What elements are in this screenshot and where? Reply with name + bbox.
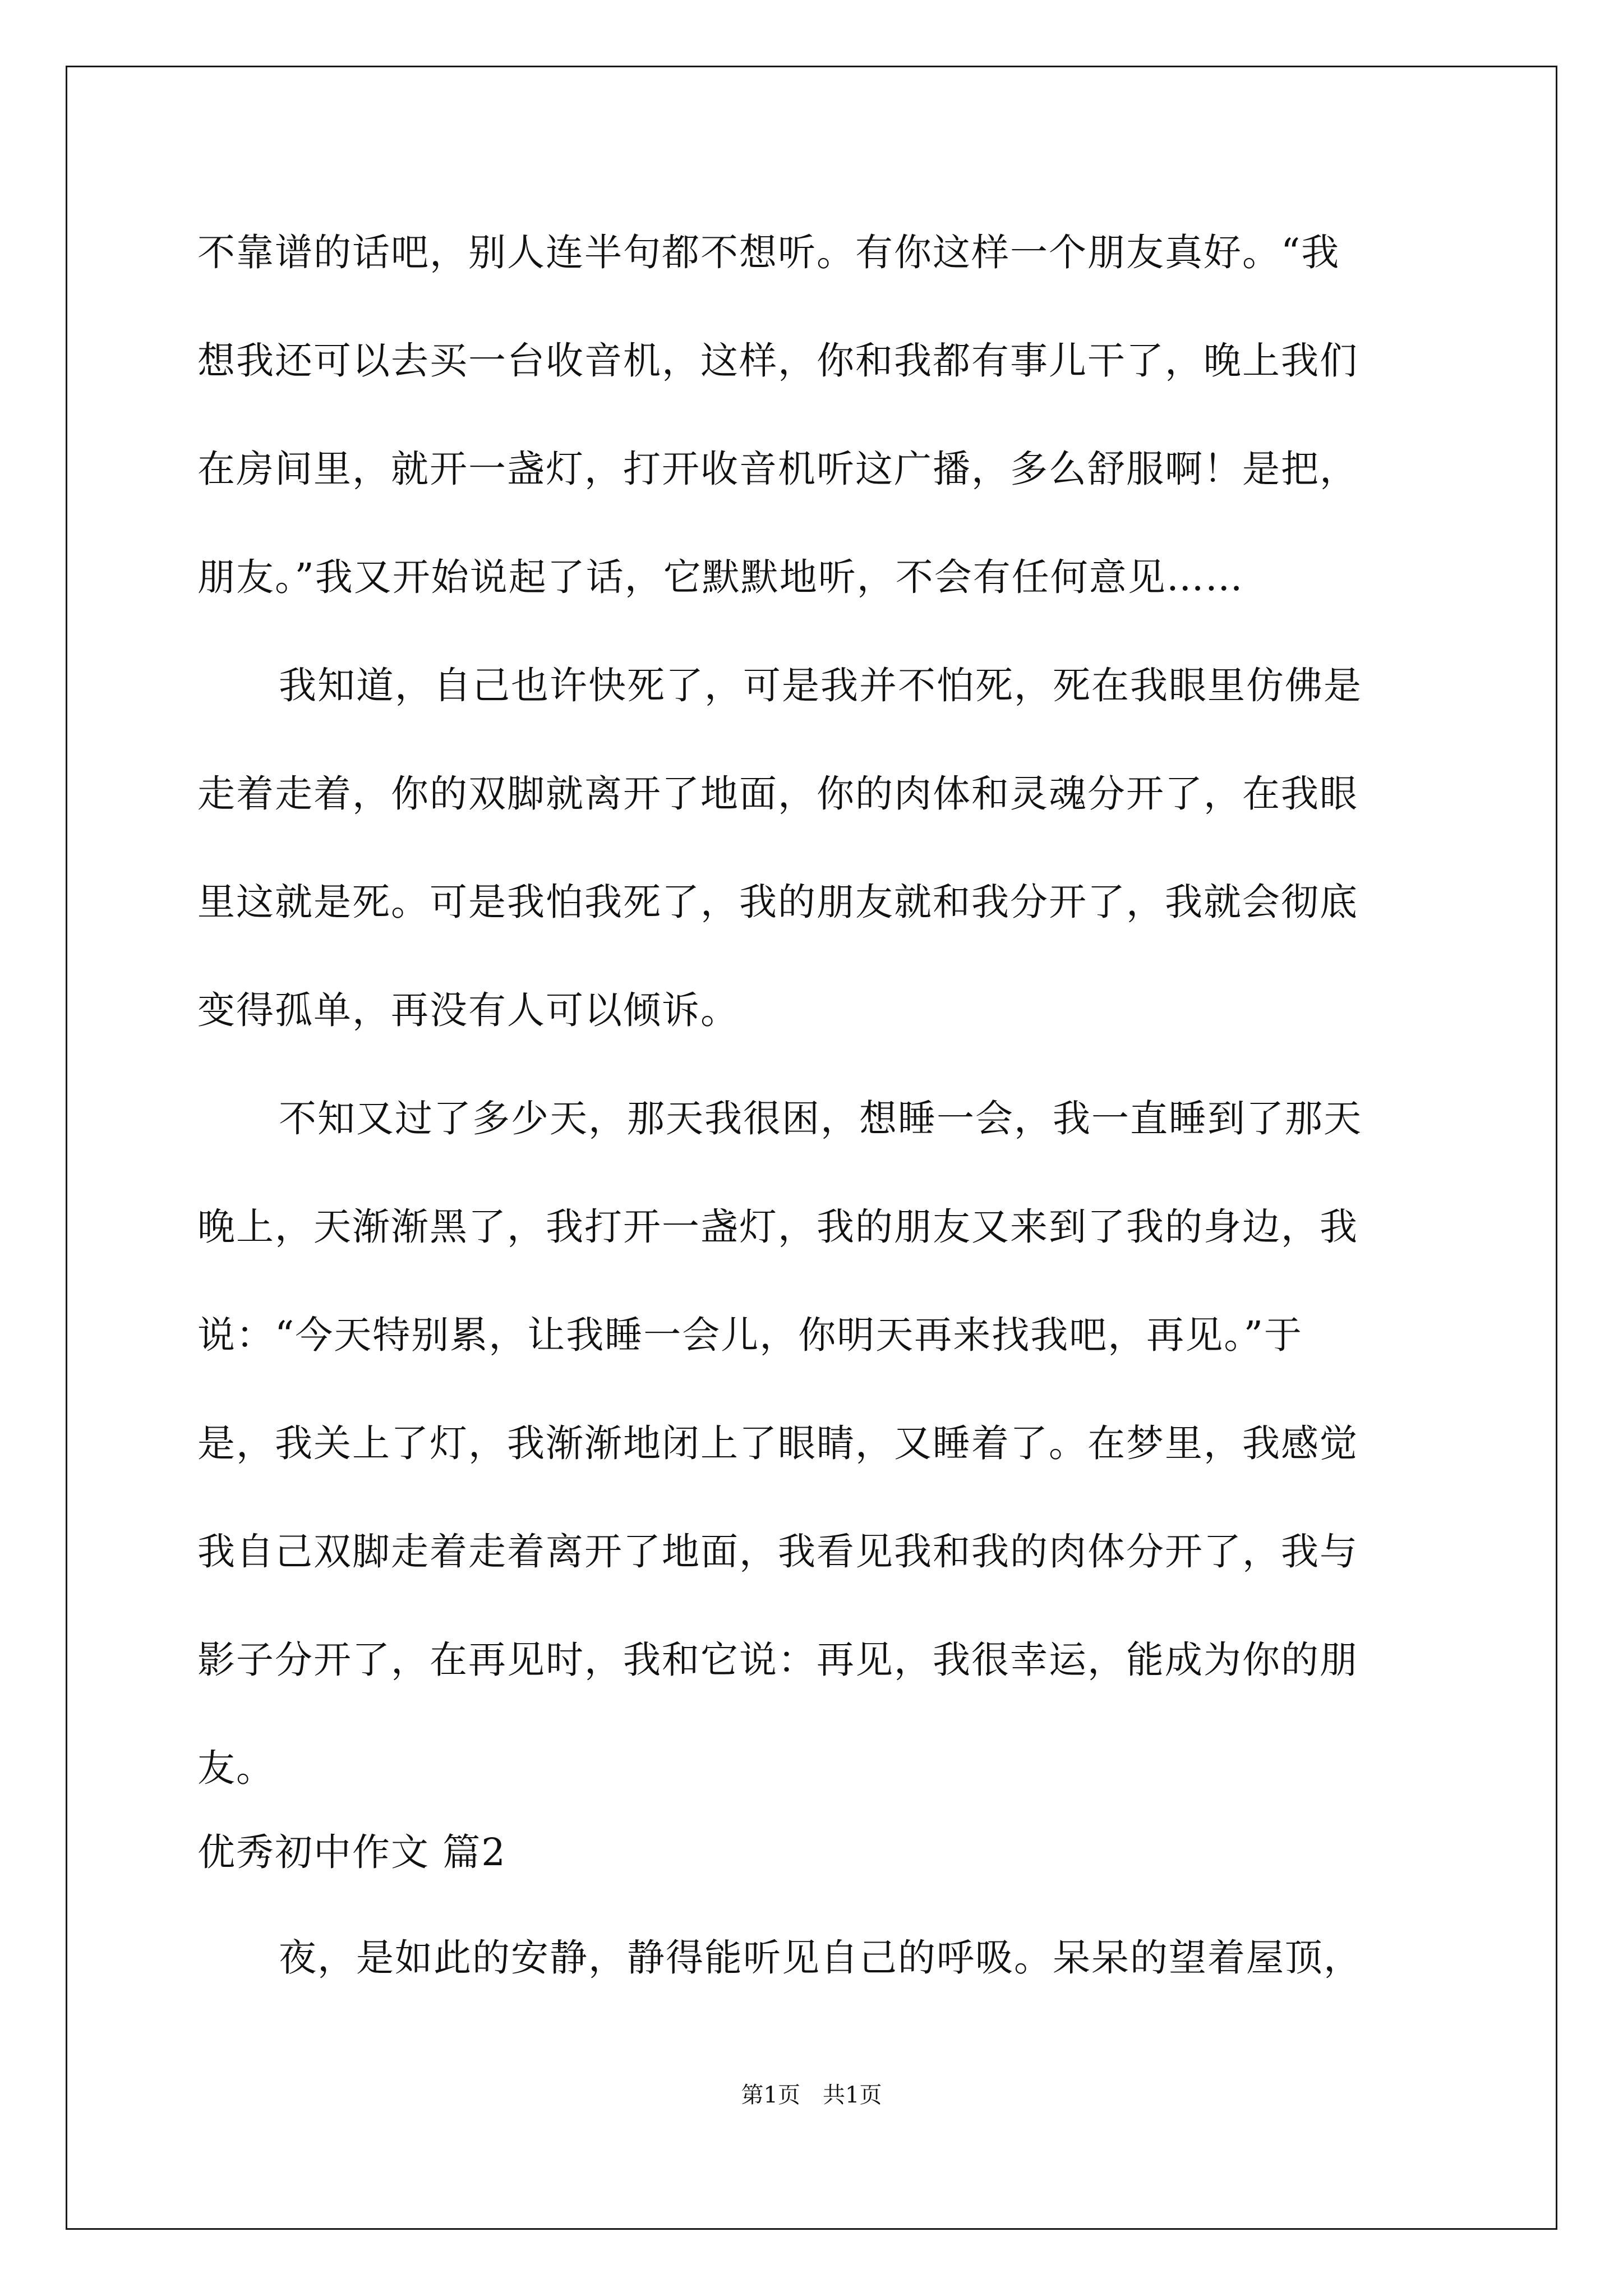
page-footer: 第1页 共1页	[741, 2082, 882, 2108]
text-line: 晚上，天渐渐黑了，我打开一盏灯，我的朋友又来到了我的身边，我	[197, 1205, 1358, 1249]
text-line: 变得孤单，再没有人可以倾诉。	[197, 988, 739, 1032]
text-line: 影子分开了，在再见时，我和它说：再见，我很幸运，能成为你的朋	[197, 1638, 1358, 1682]
text-line: 我知道，自己也许快死了，可是我并不怕死，死在我眼里仿佛是	[279, 664, 1362, 707]
text-line: 想我还可以去买一台收音机，这样，你和我都有事儿干了，晚上我们	[197, 339, 1358, 383]
text-line: 走着走着，你的双脚就离开了地面，你的肉体和灵魂分开了，在我眼	[197, 772, 1358, 816]
text-line: 里这就是死。可是我怕我死了，我的朋友就和我分开了，我就会彻底	[197, 880, 1358, 924]
page-border	[66, 66, 1557, 2230]
text-line: 是，我关上了灯，我渐渐地闭上了眼睛，又睡着了。在梦里，我感觉	[197, 1421, 1358, 1465]
text-line: 不靠谱的话吧，别人连半句都不想听。有你这样一个朋友真好。“我	[197, 231, 1340, 274]
text-line: 不知又过了多少天，那天我很困，想睡一会，我一直睡到了那天	[279, 1097, 1362, 1140]
text-line: 在房间里，就开一盏灯，打开收音机听这广播，多么舒服啊！是把，	[197, 447, 1358, 491]
text-line: 我自己双脚走着走着离开了地面，我看见我和我的肉体分开了，我与	[197, 1530, 1358, 1573]
text-line: 朋友。”我又开始说起了话，它默默地听，不会有任何意见……	[197, 555, 1244, 599]
section-heading: 优秀初中作文 篇2	[197, 1830, 506, 1874]
text-line: 夜，是如此的安静，静得能听见自己的呼吸。呆呆的望着屋顶，	[279, 1936, 1362, 1980]
text-line: 说：“今天特别累，让我睡一会儿，你明天再来找我吧，再见。”于	[197, 1313, 1303, 1357]
text-line: 友。	[197, 1746, 275, 1790]
